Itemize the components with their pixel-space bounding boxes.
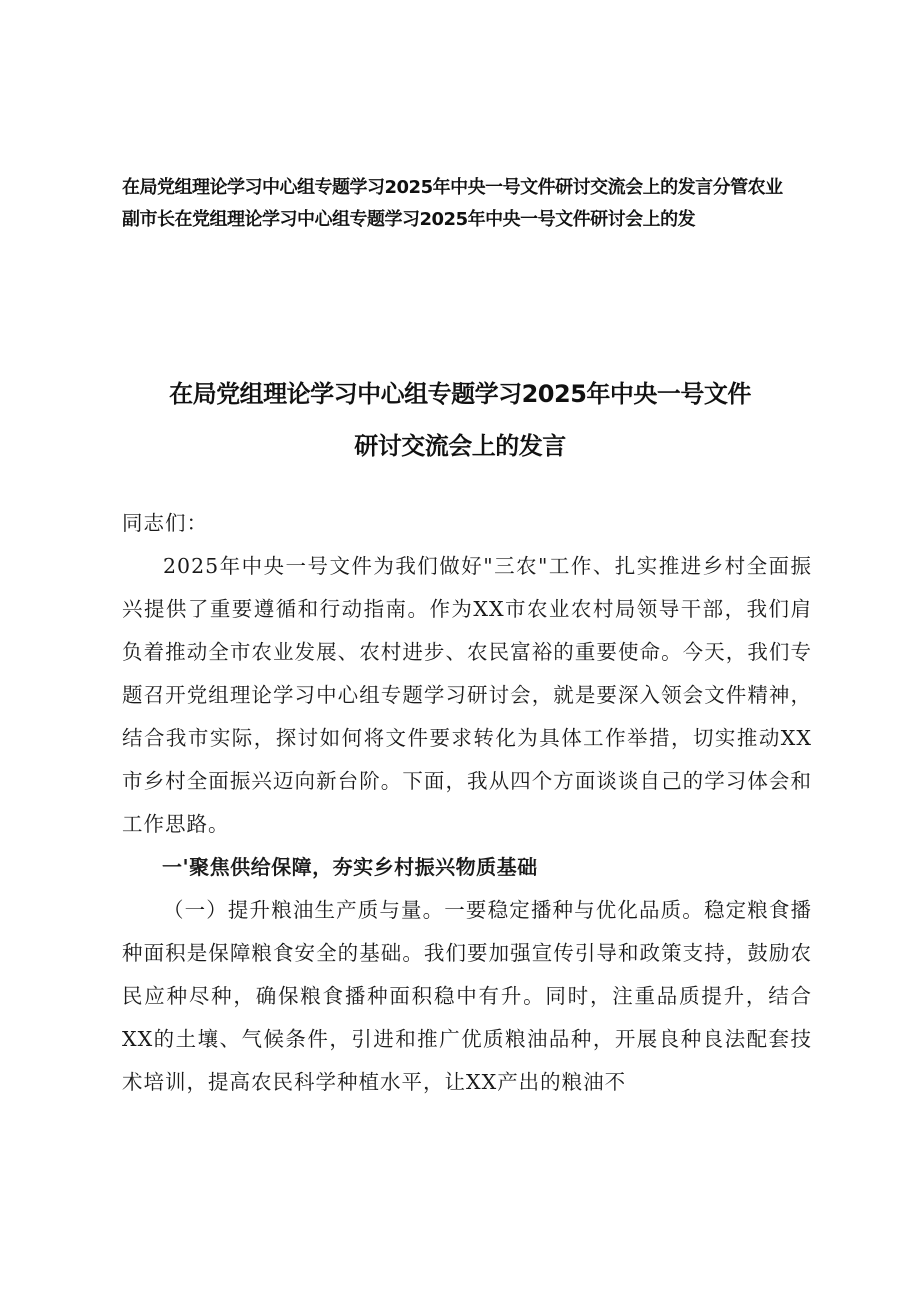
section-1-paragraph: （一）提升粮油生产质与量。一要稳定播种与优化品质。稳定粮食播种面积是保障粮食安全的基础。我们要加强宣传引导和政策支持，鼓励农民应种尽种，确保粮食播种面积稳中有升。同时，注重品质提升，结合XX的土壤、气候条件，引进和推广优质粮油品种，开展良种良法配套技术培训，提高农民科学种植水平，让XX产出的粮油不 [122, 898, 812, 1094]
document-title [100, 368, 820, 472]
header-line-2: 副市长在党组理论学习中心组专题学习2025年中央一号文件研讨会上的发 [122, 209, 696, 230]
document-body [122, 502, 812, 1104]
document-header [122, 172, 822, 236]
header-line-1: 在局党组理论学习中心组专题学习2025年中央一号文件研讨交流会上的发言分管农业 [122, 177, 783, 198]
intro-paragraph: 2025年中央一号文件为我们做好"三农"工作、扎实推进乡村全面振兴提供了重要遵循和行动指南。作为XX市农业农村局领导干部，我们肩负着推动全市农业发展、农村进步、农民富裕的重要使命。今天，我们专题召开党组理论学习中心组专题学习研讨会，就是要深入领会文件精神，结合我市实际，探讨如何将文件要求转化为具体工作举措，切实推动XX市乡村全面振兴迈向新台阶。下面，我从四个方面谈谈自己的学习体会和工作思路。 [122, 554, 812, 836]
title-line-2: 研讨交流会上的发言 [354, 432, 566, 460]
title-line-1: 在局党组理论学习中心组专题学习2025年中央一号文件 [169, 380, 751, 408]
salutation: 同志们： [122, 511, 208, 535]
section-heading-1: 一'聚焦供给保障，夯实乡村振兴物质基础 [162, 855, 538, 879]
